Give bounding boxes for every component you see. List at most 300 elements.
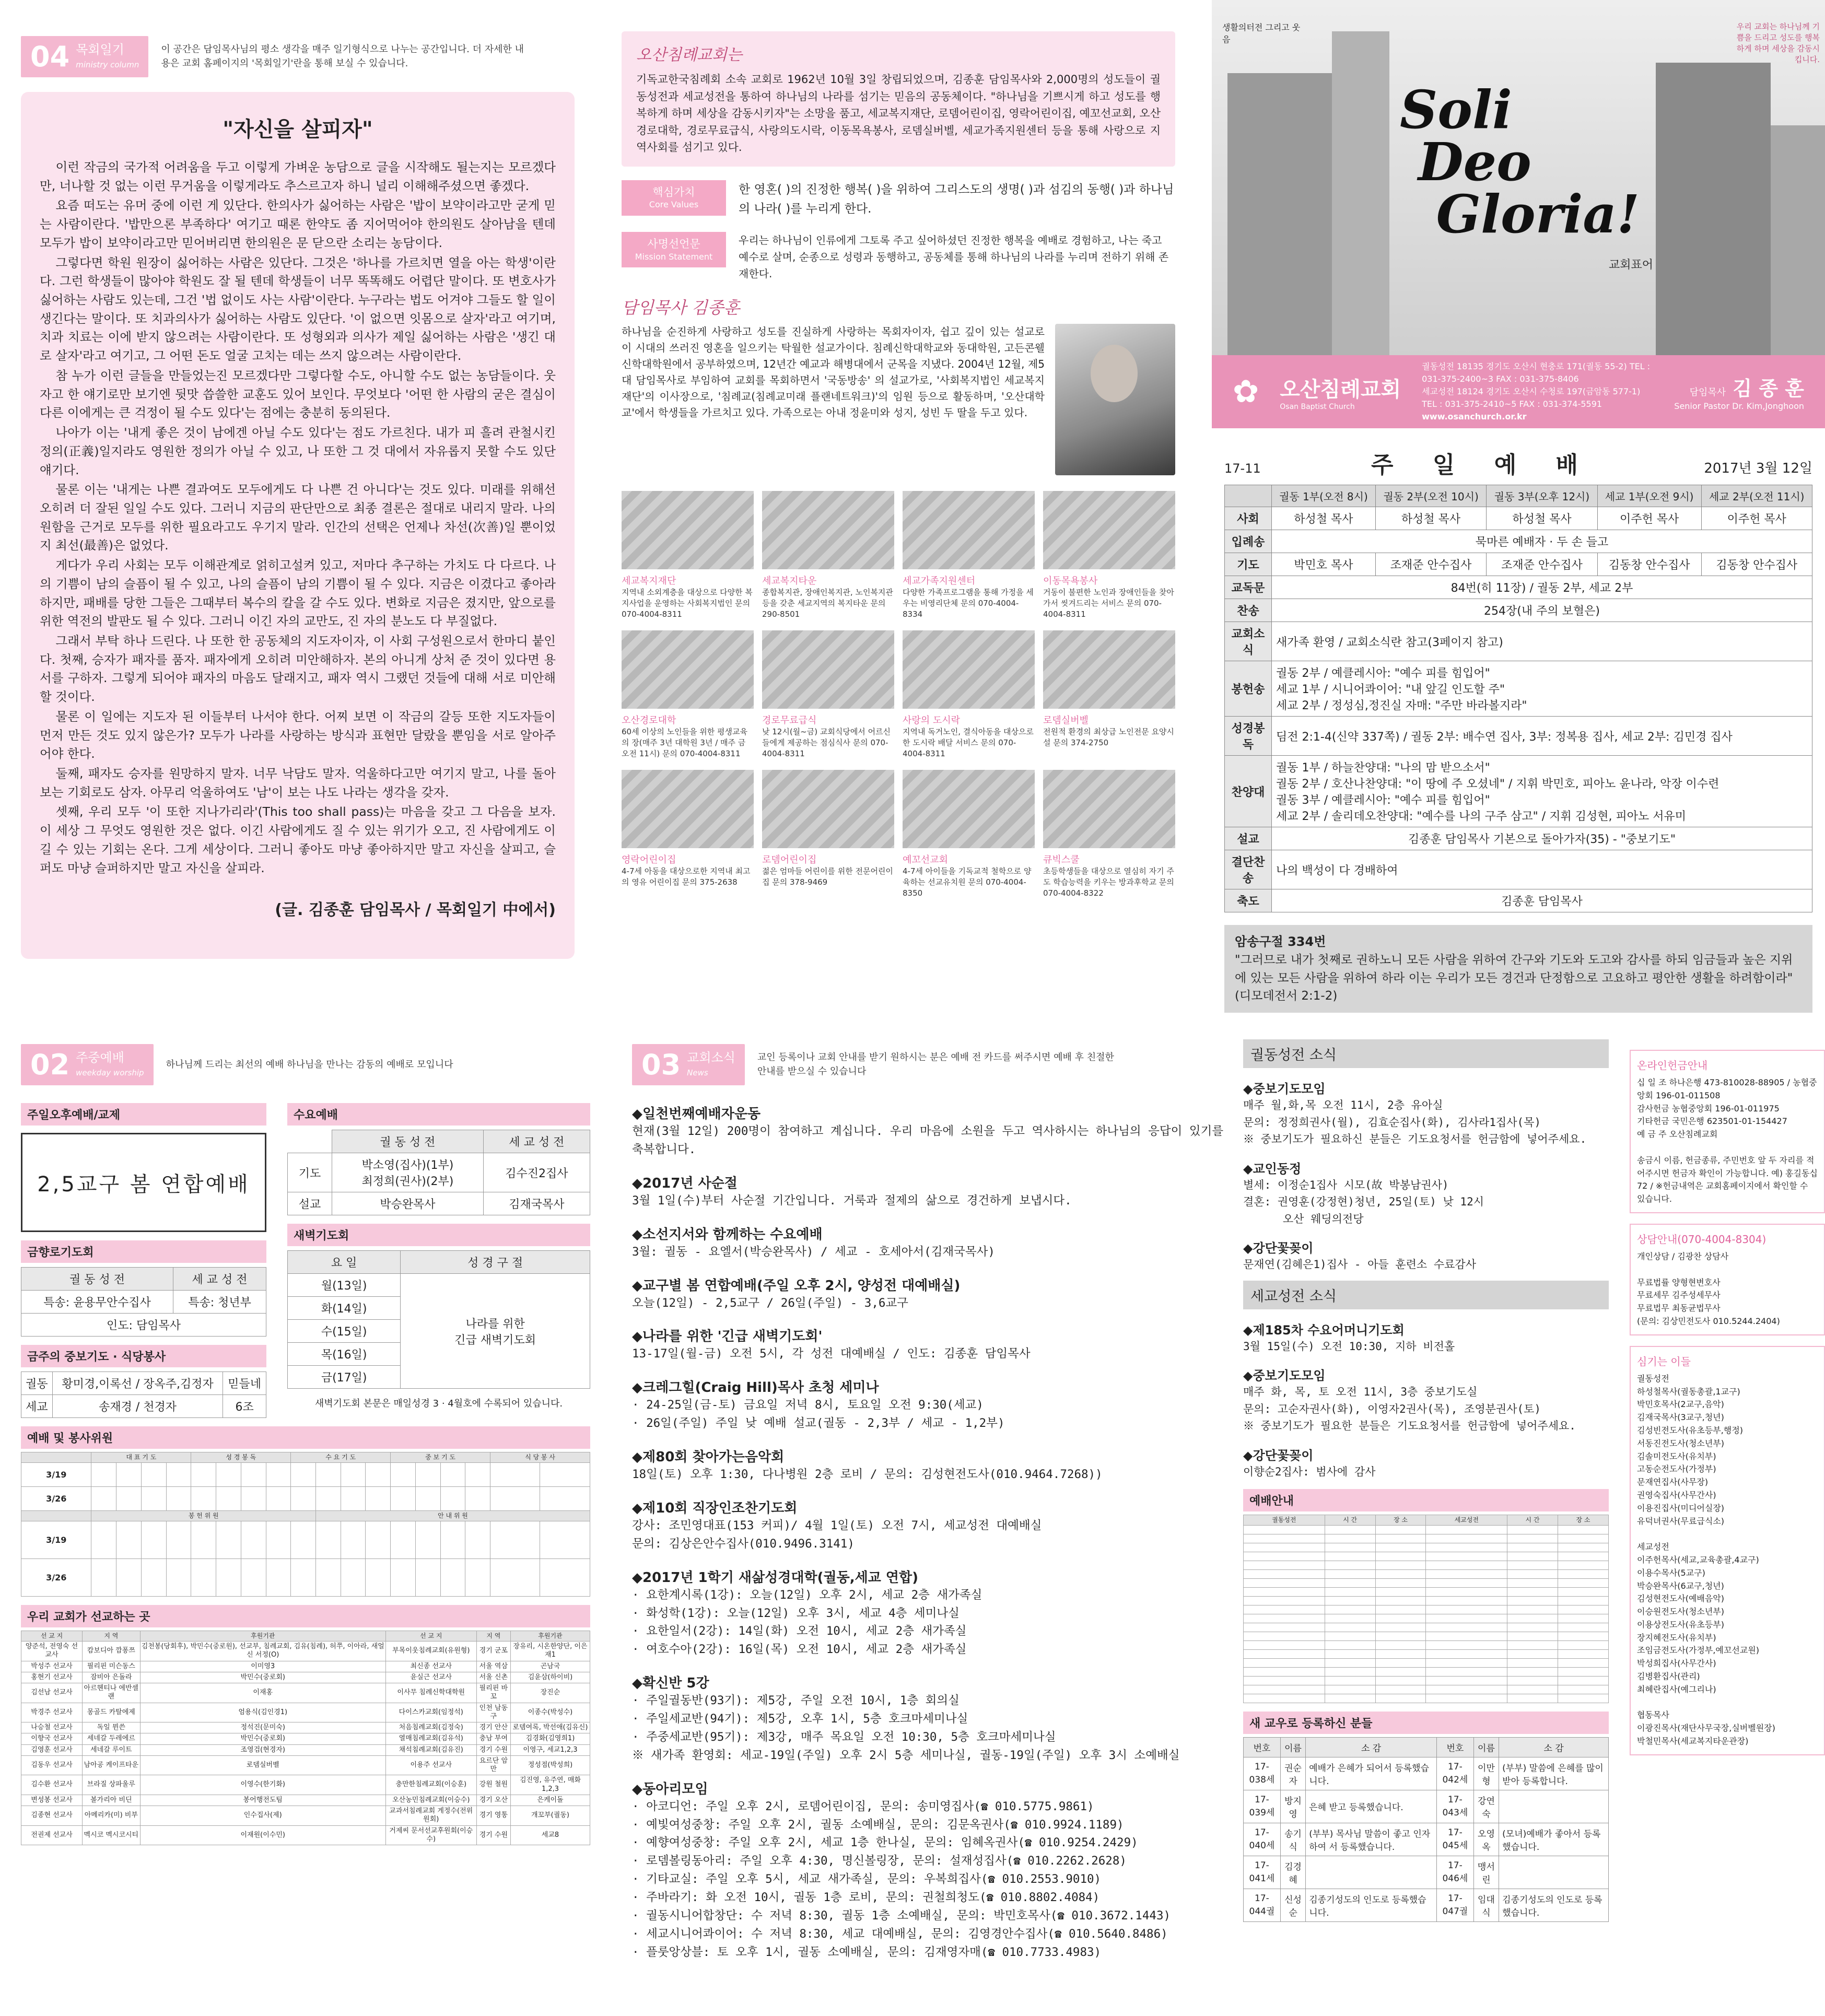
serve-cell (540, 1487, 590, 1511)
news-body: 오늘(12일) - 2,5교구 / 26일(주일) - 3,6교구 (632, 1296, 908, 1310)
guide-cell (1325, 1552, 1375, 1561)
news-list (632, 1103, 1233, 1962)
order-row (1225, 756, 1812, 827)
serve-cell (415, 1559, 440, 1597)
friday-heading: 금향로기도회 (21, 1240, 266, 1263)
serve-cell (465, 1463, 490, 1487)
order-cell: 딤전 2:1-4(신약 337쪽) / 궐동 2부: 배수연 집사, 3부: 정복용 집사, 세교 2부: 김민경 집사 (1272, 717, 1812, 756)
serve-cell (291, 1487, 316, 1511)
segyo-heading: 세교성전 소식 (1243, 1281, 1609, 1309)
serve-cell (391, 1487, 416, 1511)
order-label: 기도 (1225, 553, 1272, 576)
guide-cell (1325, 1632, 1375, 1640)
dawn-day: 화(14일) (288, 1297, 401, 1320)
mission-cell: 김동우 선교사 (21, 1755, 83, 1775)
serve-cell (166, 1521, 191, 1559)
mission-cell: 봉어행전도팀 (140, 1795, 385, 1806)
reg-cell (1499, 1790, 1609, 1823)
week-cell: 6조 (223, 1395, 266, 1418)
serve-cell (191, 1559, 216, 1597)
mission-col: 선 교 지 (385, 1631, 476, 1642)
mission-cell: 서울 역삼 (476, 1661, 510, 1672)
week-cell: 황미경,이록선 / 장옥주,김정자 (52, 1372, 223, 1395)
essay-paragraph: 참 누가 이런 글들을 만들었는진 모르겠다만 그렇다할 수도, 아니할 수도 없는 농담들이다. 웃자고 한 얘기로만 보기엔 뒷맛 씁쓸한 교훈도 있어 보인다. 무엇보다 '어떤 한 사람의 굳은 결심이 다른 이에게는 큰 걱정이 될 수도 있다'는 점에는 충분히 동의된다. (40, 368, 556, 420)
mission-cell: 경기 안산 (476, 1722, 510, 1733)
serve-cell (191, 1463, 216, 1487)
ministry-desc: 4-7세 아이들을 기독교적 철학으로 양육하는 선교유치원 문의 070-4004-8350 (903, 866, 1032, 898)
mission-cell: 박민수(중로회) (140, 1733, 385, 1744)
serve-cell (415, 1463, 440, 1487)
campus-news-panel (1243, 1039, 1825, 2011)
core-values-tag: 핵심가치 Core Values (622, 180, 726, 216)
serve-cell (490, 1463, 540, 1487)
church-logo (1233, 373, 1259, 410)
mission-cell: 윤실근 선교사 (385, 1672, 476, 1683)
side-title: 심기는 이들 (1637, 1355, 1691, 1368)
mission-row (21, 1642, 590, 1661)
essay-paragraph: 게다가 우리 사회는 모두 이해관계로 얽히고설켜 있고, 저마다 추구하는 가치도 다 다르다. 나의 기쁨이 남의 슬픔이 될 수 있고, 나의 슬픔이 남의 기쁨이 될 수 있다. 지금은 이겼다고 좋아라하지만, 패배를 당한 그들은 그때부터 복수의 칼을 갈 수도 있다. 변화로 지금은 졌지만, 앞으로를 위한 역전의 발판도 될 수 있다. 그러니 이긴 자의 교만도, 진 자의 분노도 다 부질없다. (40, 558, 556, 629)
guide-col: 시 간 (1507, 1515, 1558, 1525)
news-body: 13-17일(월-금) 오전 5시, 각 성전 대예배실 / 인도: 김종훈 담임목사 (632, 1347, 1031, 1361)
news-title: ◆2017년 1학기 새삶성경대학(궐동,세교 연합) (632, 1569, 918, 1586)
guide-cell (1558, 1561, 1609, 1569)
guide-row (1244, 1525, 1609, 1534)
reg-cell: 송기식 (1280, 1823, 1305, 1856)
serve-group: 봉 헌 위 원 (91, 1511, 315, 1521)
serve-cell (216, 1487, 241, 1511)
guide-row (1244, 1534, 1609, 1543)
dawn-day: 목(16일) (288, 1343, 401, 1366)
guide-cell (1244, 1543, 1325, 1552)
guide-row (1244, 1587, 1609, 1596)
mission-cell: 경기 오산 (476, 1795, 510, 1806)
order-label: 사회 (1225, 507, 1272, 530)
guide-cell (1426, 1694, 1507, 1703)
ministry-card (622, 770, 754, 899)
serve-cell (366, 1559, 391, 1597)
panel-header (632, 1039, 1233, 1089)
pastor-photo (1055, 324, 1175, 475)
ministry-name: 로뎀어린이집 (762, 854, 817, 866)
serve-cell (141, 1521, 166, 1559)
history-text: 기독교한국침례회 소속 교회로 1962년 10월 3일 창립되었으며, 김종훈 담임목사와 2,000명의 성도들이 궐동성전과 세교성전을 통하여 하나님의 나라를 섬기는 믿음의 공동체이다. "하나님을 기쁘시게 하고 성도를 행복하게 하며 세상을 감동시키자"는 소망을 품고, 세교복지재단, 로뎀어린이집, 영락어린이집, 예꼬선교회, 오산경로대학, 경로무료급식, 사랑의도시락, 이동목욕봉사, 로뎀실버벨, 세교가족지원센터 등을 통해 사랑으로 지역사회를 섬기고 있다. (636, 73, 1161, 154)
mission-cell: 오산농민침례교회(이승수) (385, 1795, 476, 1806)
guide-cell (1507, 1587, 1558, 1596)
guide-col: 시 간 (1325, 1515, 1375, 1525)
serve-cell (366, 1463, 391, 1487)
essay-paragraph: 셋째, 우리 모두 '이 또한 지나가리라'(This too shall pass)는 마음을 갖고 그 다음을 보자. 이 세상 그 무엇도 영원한 것은 없다. 이긴 사람에게도 질 수 있는 위기가 오고, 진 사람에게도 이길 수 있는 기회는 온다. 그게 세상이다. 그러니 좋아도 마냥 좋아하지만 말고 자신을 살피고, 슬퍼도 마냥 슬퍼하지만 말고 자신을 살피라. (40, 804, 556, 875)
mission-cell: 부목이웃침례교회(유원형) (385, 1642, 476, 1661)
mission-cell: 다이스카교회(임정석) (385, 1703, 476, 1722)
guide-cell (1558, 1525, 1609, 1534)
church-name-en: Osan Baptist Church (1280, 402, 1355, 411)
serve-row (21, 1559, 590, 1597)
guide-cell (1325, 1649, 1375, 1658)
mission-row (21, 1661, 590, 1672)
friday-table: 궐 동 성 전 세 교 성 전 특송: 윤용무안수집사 특송: 청년부 인도: 담임목사 (21, 1267, 266, 1337)
serve-cell (366, 1521, 391, 1559)
ministry-desc: 4-7세 아동을 대상으로한 지역내 최고의 영유 어린이집 문의 375-2638 (622, 866, 751, 887)
ministry-photo (622, 491, 754, 569)
reg-cell: 강연숙 (1473, 1790, 1499, 1823)
week-row (21, 1372, 266, 1395)
section-description: 교인 등록이나 교회 안내를 받기 원하시는 분은 예배 전 카드를 써주시면 예배 후 친절한 안내를 받으실 수 있습니다 (757, 1052, 1114, 1077)
serve-cell (366, 1487, 391, 1511)
ministry-card (1043, 630, 1175, 759)
guide-row (1244, 1569, 1609, 1578)
mission-cell: 교과서침례교회 게정수(전위원회) (385, 1806, 476, 1826)
ministry-card (1043, 770, 1175, 899)
guide-cell (1375, 1640, 1426, 1649)
guide-cell (1244, 1561, 1325, 1569)
mission-cell: 홍현기 선교사 (21, 1672, 83, 1683)
mission-cell: 장유리, 시온한양단, 이은재1 (510, 1642, 590, 1661)
guide-cell (1325, 1658, 1375, 1667)
guide-cell (1375, 1649, 1426, 1658)
week-cell: 송재경 / 천경자 (52, 1395, 223, 1418)
reg-cell: 17-038세 (1244, 1757, 1281, 1790)
serve-cell (141, 1487, 166, 1511)
guide-cell (1375, 1525, 1426, 1534)
order-label: 축도 (1225, 889, 1272, 912)
reg-row (1244, 1757, 1609, 1790)
serve-cell (291, 1521, 316, 1559)
bulletin-date: 2017년 3월 12일 (1704, 461, 1812, 476)
ministry-card (762, 491, 894, 620)
ministry-name: 오산경로대학 (622, 715, 676, 726)
order-cell: 김종훈 담임목사 기본으로 돌아가자(35) - "중보기도" (1272, 827, 1812, 850)
side-box (1630, 1346, 1825, 1755)
ministry-name: 세교복지타운 (762, 576, 817, 587)
mission-cell: 볼가리아 비딘 (83, 1795, 141, 1806)
ministry-card (903, 630, 1035, 759)
guide-row (1244, 1552, 1609, 1561)
ministry-desc: 젊은 엄마들 어린이를 위한 전문어린이집 문의 378-9469 (762, 866, 893, 887)
mission-cell: 브라질 상파울루 (83, 1775, 141, 1795)
mission-cell: 이종수(박성수) (510, 1703, 590, 1722)
serve-cell (465, 1559, 490, 1597)
guide-cell (1375, 1614, 1426, 1623)
mission-cell: 인수집사(제) (140, 1806, 385, 1826)
news-body: 이향순2집사: 범사에 감사 (1243, 1466, 1376, 1479)
mission-cell: 김종현 선교사 (21, 1806, 83, 1826)
order-label: 설교 (1225, 827, 1272, 850)
news-body: 매주 월,화,목 오전 11시, 2층 유아실 문의: 정정희권사(월), 김효순집사(화), 김사라1집사(목) ※ 중보기도가 필요하신 분들은 기도요청서를 헌금함에 넣어주세요. (1243, 1099, 1587, 1146)
reg-cell: 김종기성도의 인도로 등록했습니다. (1499, 1889, 1609, 1921)
mission-cell: 이재원(이수민) (140, 1825, 385, 1845)
mission-cell: 이용주 선교사 (385, 1755, 476, 1775)
guide-cell (1244, 1694, 1325, 1703)
guide-cell (1558, 1694, 1609, 1703)
mission-cell: 경기 영통 (476, 1806, 510, 1826)
guide-cell (1507, 1561, 1558, 1569)
ministry-name: 이동목욕봉사 (1043, 576, 1098, 587)
reg-col: 이름 (1280, 1737, 1305, 1757)
serve-group: 수 요 기 도 (291, 1452, 391, 1463)
side-title: 온라인헌금안내 (1637, 1059, 1708, 1072)
section-title: 주중예배 weekday worship (76, 1050, 144, 1077)
pastor-title: 담임목사 김종훈 (622, 298, 740, 318)
serve-date: 3/26 (21, 1559, 91, 1597)
ministry-photo (903, 770, 1035, 848)
order-row (1225, 530, 1812, 553)
ministry-name: 영락어린이집 (622, 854, 676, 866)
serve-cell (291, 1463, 316, 1487)
wednesday-heading: 수요예배 (287, 1103, 590, 1126)
guide-cell (1426, 1587, 1507, 1596)
order-cell: 254장(내 주의 보혈은) (1272, 599, 1812, 622)
side-info (1630, 1050, 1825, 1766)
news-title: ◆중보기도모임 (1243, 1368, 1326, 1384)
mission-row (21, 1775, 590, 1795)
reg-cell: 17-044궐 (1244, 1889, 1281, 1921)
dawn-row (288, 1274, 590, 1297)
serve-cell (315, 1463, 341, 1487)
essay-paragraph: 그래서 부탁 하나 드린다. 나 또한 한 공동체의 지도자이자, 이 사회 구성원으로서 한마디 붙인다. 첫째, 승자가 패자를 품자. 패자에게 오히려 미안해하자. 본의 아니게 상처 준 것이 있다면 용서를 구하자. 그렇게 되어야 패자의 마음도 달래지고, 패자 역시 그랬던 것들에 대해 서로 미안해할 것이다. (40, 633, 556, 705)
order-cell: 조재준 안수집사 (1487, 553, 1597, 576)
order-cell: 박민호 목사 (1272, 553, 1376, 576)
guide-cell (1244, 1587, 1325, 1596)
ministry-photo (1043, 630, 1175, 709)
serve-cell (490, 1521, 540, 1559)
dawn-day: 월(13일) (288, 1274, 401, 1297)
essay-paragraph: 이런 작금의 국가적 어려움을 두고 이렇게 가벼운 농담으로 글을 시작해도 될는지는 모르겠다만, 너나할 것 없는 이런 무거움을 이렇게라도 추스르고자 하니 널리 이해해주셨으면 좋겠다. (40, 160, 556, 193)
guide-cell (1244, 1578, 1325, 1587)
guide-cell (1507, 1694, 1558, 1703)
order-row (1225, 827, 1812, 850)
page-number: 04 (30, 40, 70, 73)
cover-motto: Soli Deo Gloria! (1400, 79, 1640, 245)
guide-cell (1426, 1561, 1507, 1569)
dawn-note: 새벽기도회 본문은 매일성경 3 · 4월호에 수록되어 있습니다. (314, 1398, 563, 1409)
ministry-name: 예꼬선교회 (903, 854, 948, 866)
serve-date: 3/19 (21, 1463, 91, 1487)
mission-text: 우리는 하나님이 인류에게 그토록 주고 싶어하셨던 진정한 행복을 예배로 경험하고, 나는 죽고 예수로 살며, 순종으로 성령과 동행하고, 공동체를 통해 하나님의 나라를 누리며 전하기 위해 존재한다. (739, 234, 1169, 280)
news-title: ◆제185차 수요어머니기도회 (1243, 1322, 1405, 1338)
guide-cell (1244, 1534, 1325, 1543)
guide-cell (1375, 1543, 1426, 1552)
reg-cell: 17-043세 (1436, 1790, 1473, 1823)
side-text: 궐동성전 하성철목사(궐동총괄,1교구) 박민호목사(2교구,음악) 김재국목사(3교구,청년) 김성빈전도사(유초등부,행정) 서동진전도사(청소년부) 김솔미전도사(유치부) 고동순전도사(가정부) 문재연집사(사무장) 권영숙집사(사무간사) 이용진집사(미디어실장) 유덕녀권사(무료급식소) 세교성전 이주헌목사(세교,교육총괄,4교구) 이용수목사(5교구) 박승완목사(6교구,청년) 김성현전도사(예배음악) 이승원전도사(청소년부) 이용상전도사(유초등부) 장지혜전도사(유치부) 조임금전도사(가정부,예꼬선교원) 박성희집사(사무간사) 김병환집사(관리) 최혜란집사(예그리나) 협동목사 이광진목사(재단사무국장,실버벨원장) 박철민목사(세교복지타운관장) (1637, 1373, 1775, 1747)
order-cell: 김동창 안수집사 (1597, 553, 1701, 576)
reg-row (1244, 1856, 1609, 1889)
dawn-text: 나라를 위한 긴급 새벽기도회 (401, 1274, 590, 1389)
mission-cell: 경기 수원 (476, 1744, 510, 1755)
dawn-col: 성 경 구 절 (401, 1251, 590, 1274)
guide-cell (1558, 1596, 1609, 1605)
guide-cell (1426, 1578, 1507, 1587)
ministry-photo (762, 630, 894, 709)
guide-row (1244, 1561, 1609, 1569)
order-row (1225, 889, 1812, 912)
ministry-desc: 종합복지관, 장애인복지관, 노인복지관 등을 갖춘 세교지역의 복지타운 문의 290-8501 (762, 588, 893, 619)
order-cell: 묵마른 예배자 · 두 손 들고 (1272, 530, 1812, 553)
essay-paragraph: 그렇다면 학원 원장이 싫어하는 사람은 있단다. 그것은 '하나를 가르치면 열을 아는 학생'이란다. 그런 학생들이 많아야 학원도 잘 될 텐데 학생들이 너무 똑똑해도 어렵단 말이다. 또 변호사가 싫어하는 사람도 있는데, 그건 '법 없이도 사는 사람'이란다. 누구라는 법도 어겨야 그들도 할 일이 생긴다는 말이다. 또 치과의사가 싫어하는 사람도 있단다. '이 없으면 잇몸으로 살자'라고 여기며, 치과 치료는 이에 받지 않으려는 사람이란다. 또 성형외과 의사가 제일 싫어하는 사람은 '생긴 대로 살자'라고 여기고, 그 어떤 돈도 얼굴 고치는 데는 쓰지 않으려는 사람이란다. (40, 255, 556, 364)
guide-cell (1426, 1552, 1507, 1561)
mission-cell: 김천봉(당회후), 박민수(중로원), 선교부, 침례교회, 김유(침례), 허쭈, 이아라, 새얼신 서정(O) (140, 1642, 385, 1661)
serve-cell (216, 1463, 241, 1487)
order-row (1225, 553, 1812, 576)
guide-cell (1375, 1676, 1426, 1685)
church-name: 오산침례교회 (1280, 377, 1401, 402)
dawn-col: 요 일 (288, 1251, 401, 1274)
mission-cell: 잠비아 은돌라 (83, 1672, 141, 1683)
order-row (1225, 717, 1812, 756)
guide-cell (1375, 1569, 1426, 1578)
mission-cell: 경기 수원 (476, 1825, 510, 1845)
core-values-text: 한 영혼( )의 진정한 행복( )을 위하여 그리스도의 생명( )과 섬김의 동행( )과 하나님의 나라( )를 누리게 한다. (739, 182, 1174, 216)
mission-row (21, 1683, 590, 1703)
ministry-card (622, 491, 754, 620)
serve-cell (191, 1487, 216, 1511)
serve-group: 성 경 봉 독 (191, 1452, 291, 1463)
news-body: 현재(3월 12일) 200명이 참여하고 계십니다. 우리 마음에 소원을 두고 역사하시는 하나님의 응답이 있기를 축복합니다. (632, 1124, 1231, 1156)
order-row (1225, 661, 1812, 717)
guide-cell (1375, 1667, 1426, 1676)
guide-cell (1244, 1569, 1325, 1578)
guide-cell (1244, 1685, 1325, 1694)
guide-cell (1325, 1685, 1375, 1694)
mission-cell: 세네갈 루이트 (83, 1744, 141, 1755)
segyo-news (1243, 1320, 1609, 1481)
panel-header (21, 31, 575, 81)
guide-cell (1244, 1667, 1325, 1676)
serve-cell (341, 1463, 366, 1487)
mission-cell: 아르헨티나 에반셀랜 (83, 1683, 141, 1703)
reg-col: 번호 (1436, 1737, 1473, 1757)
order-cell: 하성철 목사 (1487, 507, 1597, 530)
guide-cell (1426, 1534, 1507, 1543)
essay-paragraph: 물론 이 일에는 지도자 된 이들부터 나서야 한다. 어찌 보면 이 작금의 갈등 또한 지도자들이 먼저 만든 것도 있지 않은가? 모두가 나라를 사랑하는 방식과 표현만 달랐을 뿐임을 서로 알아주어야 한다. (40, 709, 556, 761)
guide-cell (1325, 1605, 1375, 1614)
mission-cell: 박민수(중로회) (140, 1672, 385, 1683)
serve-cell (465, 1487, 490, 1511)
guide-cell (1244, 1649, 1325, 1658)
serve-cell (241, 1463, 266, 1487)
mission-cell: 필리핀 바꼬 (476, 1683, 510, 1703)
essay-body (40, 158, 556, 877)
news-panel (632, 1039, 1233, 2011)
dawn-heading: 새벽기도회 (287, 1224, 590, 1246)
ministry-photo (1043, 770, 1175, 848)
serve-row (21, 1487, 590, 1511)
serve-group: 식 당 봉 사 (490, 1452, 590, 1463)
cover-panel (1212, 0, 1825, 1003)
guide-cell (1507, 1578, 1558, 1587)
guide-row (1244, 1649, 1609, 1658)
serve-cell (465, 1521, 490, 1559)
mission-cell: 장진순 (510, 1683, 590, 1703)
news-title: ◆확신반 5강 (632, 1675, 709, 1692)
news-body: · 주일궐동반(93기): 제5강, 주일 오전 10시, 1층 회의실 · 주일세교반(94기): 제5강, 오후 1시, 5층 호크마세미나실 · 주중세교반(95기): 제3강, 매주 목요일 오전 10:30, 5층 호크마세미나실 ※ 새가족 환영회: 세교-19일(주일) 오후 2시 5층 세미나실, 궐동-19일(주일) 오후 3시 소예배실 (632, 1694, 1180, 1762)
order-header-row (1225, 485, 1812, 507)
ministry-card (622, 630, 754, 759)
news-title: ◆중보기도모임 (1243, 1082, 1326, 1096)
ministry-name: 세교가족지원센터 (903, 576, 976, 587)
week-row (21, 1395, 266, 1418)
guide-row (1244, 1694, 1609, 1703)
news-title: ◆제80회 찾아가는음악회 (632, 1449, 785, 1465)
reg-col: 이름 (1473, 1737, 1499, 1757)
mission-row (21, 1722, 590, 1733)
reg-row (1244, 1889, 1609, 1921)
essay-paragraph: 둘째, 패자도 승자를 원망하지 말자. 너무 낙담도 말자. 억울하다고만 여기지 말고, 나를 돌아보는 기회로도 삼자. 아무리 억울하여도 '남'이 보는 나도 나라는 생각을 갖자. (40, 766, 556, 800)
mission-cell: 김진영, 유주연, 매화1,2,3 (510, 1775, 590, 1795)
history-title: 오산침례교회는 (636, 46, 742, 64)
mission-cell: 조영검(현경자) (140, 1744, 385, 1755)
register-table (1243, 1737, 1609, 1922)
panel-header (21, 1039, 590, 1089)
news-title: ◆제10회 직장인조찬기도회 (632, 1500, 798, 1516)
serve-cell (540, 1559, 590, 1597)
guide-cell (1244, 1623, 1325, 1632)
serve-cell (540, 1463, 590, 1487)
guide-cell (1507, 1614, 1558, 1623)
serve-cell (440, 1521, 465, 1559)
guide-cell (1507, 1623, 1558, 1632)
guide-cell (1558, 1543, 1609, 1552)
order-cell: 하성철 목사 (1375, 507, 1486, 530)
mission-col: 선 교 지 (21, 1631, 83, 1642)
guide-cell (1375, 1694, 1426, 1703)
gwoldong-news (1243, 1079, 1609, 1273)
guide-cell (1507, 1543, 1558, 1552)
mission-cell: 변성봉 선교사 (21, 1795, 83, 1806)
side-text: 십 일 조 하나은행 473-810028-88905 / 농협중앙회 196-01-011508 감사헌금 농협중앙회 196-01-011975 기타헌금 국민은행 623501-01-154427 예 금 주 오산침례교회 송금시 이름, 헌금종류, 주민번호 앞 두 자리를 적어주시면 헌금자 확인이 가능합니다. 예) 홍길동십72 / ※헌금내역은 교회홈페이지에서 확인할 수 있습니다. (1637, 1077, 1818, 1204)
serve-cell (266, 1521, 291, 1559)
mission-cell: 엄용식(김인경1) (140, 1703, 385, 1722)
ministry-desc: 낮 12시(월~금) 교회식당에서 어르신들에게 제공하는 점심식사 문의 070-4004-8311 (762, 727, 891, 759)
mission-cell: 곤남국 (510, 1661, 590, 1672)
serve-cell (91, 1559, 116, 1597)
guide-row (1244, 1596, 1609, 1605)
guide-cell (1426, 1569, 1507, 1578)
order-label: 교회소식 (1225, 622, 1272, 661)
guide-row (1244, 1676, 1609, 1685)
reg-col: 소 감 (1499, 1737, 1609, 1757)
guide-cell (1558, 1676, 1609, 1685)
mission-cell: 전권제 선교사 (21, 1825, 83, 1845)
guide-cell (1325, 1694, 1375, 1703)
mission-statement (622, 232, 1175, 282)
guide-row (1244, 1623, 1609, 1632)
order-row (1225, 599, 1812, 622)
ministry-photo (762, 491, 894, 569)
news-body: 강사: 조민영대표(153 커피)/ 4월 1일(토) 오전 7시, 세교성전 대예배실 문의: 김상은안수집사(010.9496.3141) (632, 1518, 1042, 1551)
mission-cell: 나승철 선교사 (21, 1722, 83, 1733)
ministry-photo (622, 770, 754, 848)
serve-group: 중 보 기 도 (391, 1452, 490, 1463)
news-title: ◆2017년 사순절 (632, 1175, 738, 1191)
guide-cell (1558, 1685, 1609, 1694)
reg-cell (1306, 1856, 1437, 1889)
news-body: 문재연(김혜은1)집사 - 아들 훈련소 수료감사 (1243, 1258, 1477, 1271)
week-cell: 궐동 (21, 1372, 53, 1395)
guide-cell (1244, 1596, 1325, 1605)
reg-cell: 17-047궐 (1436, 1889, 1473, 1921)
guide-cell (1558, 1569, 1609, 1578)
serve-group: 안 내 위 원 (315, 1511, 590, 1521)
mission-row (21, 1825, 590, 1845)
mission-cell: 캄보디아 깜퐁쯔 (83, 1642, 141, 1661)
guide-col: 궐동성전 (1244, 1515, 1325, 1525)
mission-col: 지 역 (83, 1631, 141, 1642)
mission-cell: 양준석, 전영숙 선교사 (21, 1642, 83, 1661)
week-table (21, 1372, 266, 1418)
worship-guide-heading: 예배안내 (1243, 1489, 1609, 1511)
news-title: ◆동아리모임 (632, 1781, 708, 1797)
reg-cell: 17-039세 (1244, 1790, 1281, 1823)
